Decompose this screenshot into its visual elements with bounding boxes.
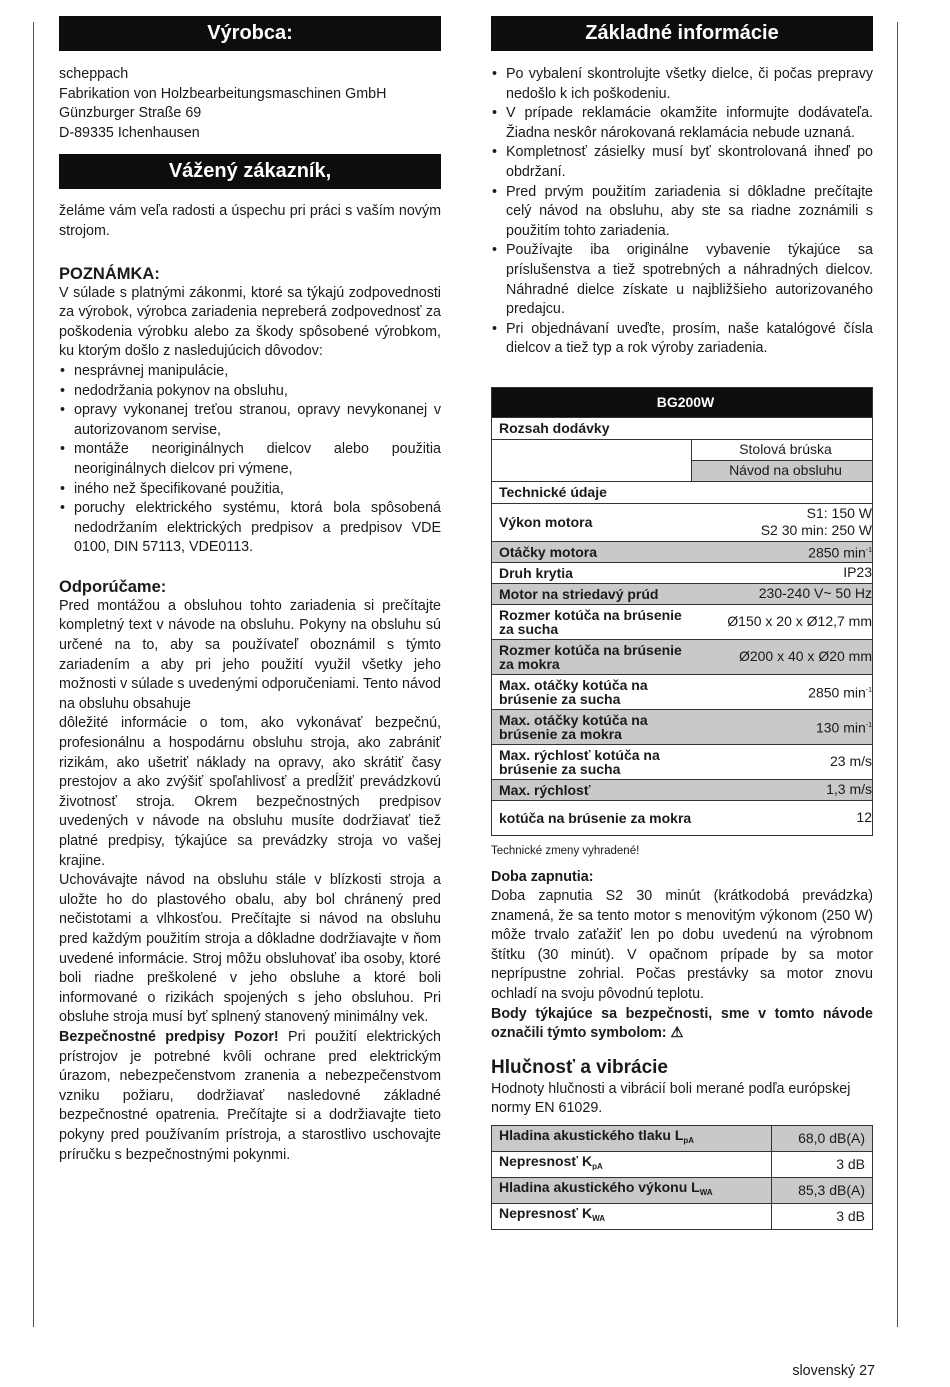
safety-text: Pri použití elektrických prístrojov je potrebné kvôli ochrane pred elektrickým úrazom, nebezpečenstvom zranenia a nebezpečenstvom vzniku požiaru, dodržiavať nasledovné základné bezpečnostné opatrenia. Prečítajte si a dodržiavajte tieto pokyny pred používaním prístroja, a starostlivo uschovajte príručku s bezpečnostnými pokynmi. [59, 1028, 441, 1163]
spec-value-text: 130 min [815, 719, 866, 736]
recommend-heading: Odporúčame: [59, 577, 167, 596]
noise-key-text: Nepresnosť K [499, 1205, 593, 1222]
spec-value [692, 744, 873, 779]
spec-value [692, 583, 873, 604]
note-text: V súlade s platnými zákonmi, ktoré sa týkajú zodpovednosti za výrobok, výrobca zariadenia nepreberá zodpovednosť za poškodenia výrobku alebo za škody spôsobené výrobkom, ku ktorým došlo z nasledujúcich dôvodov: [59, 284, 441, 360]
spec-value [692, 674, 873, 709]
address-line: D-89335 Ichenhausen [59, 124, 200, 141]
noise-value: 3 dB [772, 1152, 873, 1178]
spec-value-text: 1,3 m/s [826, 781, 872, 798]
spec-value [692, 639, 873, 674]
spec-value-text: Ø150 x 20 x Ø12,7 mm [727, 613, 872, 630]
power-s2: S2 30 min: 250 W [760, 522, 872, 539]
spec-value [692, 604, 873, 639]
noise-value: 3 dB [772, 1204, 873, 1230]
safety-paragraph [59, 1028, 441, 1165]
spec-key: Max. otáčky kotúča na brúsenie za mokra [492, 709, 692, 744]
address-line: Fabrikation von Holzbearbeitungsmaschinen GmbH [59, 85, 387, 102]
list-item: • opravy vykonanej treťou stranou, opravy nevykonanej v autorizovanom servise, [59, 401, 441, 440]
basic-info-list [491, 65, 873, 359]
list-item: • Pri objednávaní uveďte, prosím, naše katalógové čísla dielcov a tiež typ a rok výroby zariadenia. [491, 320, 873, 359]
noise-row [492, 1178, 873, 1204]
spec-key: Rozmer kotúča na brúsenie za mokra [492, 639, 692, 674]
recommend-paragraph-3: Uchovávajte návod na obsluhu stále v blízkosti stroja a uložte ho do plastového obalu, aby bol chránený pred nečistotami a vlhkosťou. Prečítajte si návod na obsluhu pred každým použitím stroja a dôkladne dodržiavajte v ňom uvedené informácie. Stroj môžu obsluhovať iba osoby, ktoré boli riadne preškolené v jeho obsluhe a ktoré boli informované o rizikách spojených s jeho obsluhou. Pri obsluhe stroja musí byť splnený stanovený minimálny vek. [59, 872, 441, 1026]
noise-key-subscript: pA [592, 1162, 603, 1172]
noise-value: 85,3 dB(A) [772, 1178, 873, 1204]
spec-value-text: 2850 min [808, 684, 866, 701]
noise-key-subscript: WA [592, 1214, 605, 1224]
spec-value-exponent: -1 [865, 722, 872, 730]
address-line: scheppach [59, 66, 129, 82]
spec-row [492, 541, 873, 562]
noise-key-text: Nepresnosť K [499, 1153, 593, 1170]
list-item: • nesprávnej manipulácie, [59, 362, 441, 382]
spec-value-text: Ø200 x 40 x Ø20 mm [738, 648, 872, 665]
spec-key: Max. rýchlosť kotúča na brúsenie za sucha [492, 744, 692, 779]
welcome-text: želáme vám veľa radosti a úspechu pri práci s vaším novým strojom. [59, 203, 441, 239]
power-value [692, 503, 873, 541]
note-list [59, 362, 441, 558]
scope-item: Stolová brúska [692, 439, 873, 460]
spec-row [492, 583, 873, 604]
address-line: Günzburger Straße 69 [59, 105, 202, 122]
spec-row [492, 674, 873, 709]
list-item: • montáže neoriginálnych dielcov alebo použitia neoriginálnych dielcov pri výmene, [59, 440, 441, 479]
left-column [59, 16, 441, 1165]
scope-label: Rozsah dodávky [492, 417, 873, 439]
spec-value [692, 562, 873, 583]
right-margin-rule [897, 22, 898, 1327]
left-margin-rule [33, 22, 34, 1327]
spec-value [692, 779, 873, 800]
basic-info-heading: Základné informácie [491, 16, 873, 51]
spec-key: Max. rýchlosť [492, 779, 692, 800]
spec-row [492, 639, 873, 674]
tech-label: Technické údaje [492, 481, 873, 503]
spec-value-text: 12 [856, 809, 872, 826]
noise-key-subscript: WA [699, 1188, 713, 1198]
recommend-paragraph-1: Pred montážou a obsluhou tohto zariadenia si prečítajte kompletný text v návode na obsluhu. Pokyny na obsluhu sú určené na to, aby sa používateľ oboznámil s týmto zariadením a aby pri jeho použití využil všetky jeho možnosti v súlade s uvedenými odporučeniami. Tento návod na obsluhu obsahuje [59, 597, 442, 712]
customer-heading: Vážený zákazník, [59, 154, 441, 189]
spec-value [692, 800, 873, 835]
noise-rows [492, 1126, 873, 1230]
noise-row [492, 1204, 873, 1230]
noise-row [492, 1152, 873, 1178]
list-item: • Pred prvým použitím zariadenia si dôkladne prečítajte celý návod na obsluhu, aby ste sa riadne zoznámili s použitím tohto zariadenia. [491, 183, 873, 242]
spec-row [492, 779, 873, 800]
noise-text: Hodnoty hlučnosti a vibrácií boli merané podľa európskej normy EN 61029. [491, 1080, 851, 1117]
model-header: BG200W [492, 387, 873, 417]
noise-key [492, 1152, 772, 1178]
spec-value-text: 2850 min [808, 544, 866, 561]
noise-table [491, 1125, 873, 1230]
spec-row [492, 709, 873, 744]
spec-value-exponent: -1 [865, 547, 872, 555]
spec-key: Motor na striedavý prúd [492, 583, 692, 604]
list-item: • iného než špecifikované použitia, [59, 480, 441, 500]
spec-key: Max. otáčky kotúča na brúsenie za sucha [492, 674, 692, 709]
right-column [491, 16, 873, 1230]
noise-key-subscript: pA [683, 1136, 695, 1146]
noise-key [492, 1178, 772, 1204]
noise-key-text: Hladina akustického výkonu L [499, 1179, 700, 1196]
noise-key [492, 1126, 772, 1152]
spec-key: Rozmer kotúča na brúsenie za sucha [492, 604, 692, 639]
duty-bold: Body týkajúce sa bezpečnosti, sme v tomto návode označili týmto symbolom: ⚠ [491, 1005, 873, 1042]
spec-value [692, 709, 873, 744]
spec-value-text: IP23 [843, 564, 872, 581]
manufacturer-address [59, 65, 441, 143]
list-item: • Kompletnosť zásielky musí byť skontrolovaná ihneď po obdržaní. [491, 143, 873, 182]
page-footer: slovenský 27 [792, 1363, 875, 1379]
list-item: • poruchy elektrického systému, ktorá bola spôsobená nedodržaním elektrických predpisov a predpisov VDE 0100, DIN 57113, VDE0113. [59, 499, 441, 558]
duty-heading: Doba zapnutia: [491, 868, 594, 885]
spec-row [492, 604, 873, 639]
spec-row [492, 562, 873, 583]
noise-key [492, 1204, 772, 1230]
spec-key: kotúča na brúsenie za mokra [492, 800, 692, 835]
recommend-paragraph-2: dôležité informácie o tom, ako vykonávať bezpečnú, profesionálnu a hospodárnu obsluhu stroja, ako zabrániť rizikám, ako ušetriť náklady na opravy, ako skrátiť časy prestojov a ako zvýšiť spoľahlivosť a predĺžiť prevádzkovú životnosť stroja. Okrem bezpečnostných predpisov uvedených v návode na obsluhu musíte dodržiavať tiež platné predpisy, týkajúce sa prevádzky stroja vo vašej krajine. [59, 715, 441, 869]
spec-value-text: 23 m/s [829, 753, 872, 770]
list-item: • nedodržania pokynov na obsluhu, [59, 382, 441, 402]
spec-key: Druh krytia [492, 562, 692, 583]
scope-empty-cell [492, 439, 692, 481]
power-label: Výkon motora [492, 503, 692, 541]
note-heading: POZNÁMKA: [59, 264, 160, 283]
noise-heading: Hlučnosť a vibrácie [491, 1056, 669, 1078]
spec-table [491, 387, 873, 836]
manufacturer-heading: Výrobca: [59, 16, 441, 51]
power-s1: S1: 150 W [806, 505, 872, 522]
noise-key-text: Hladina akustického tlaku L [499, 1127, 684, 1144]
tech-note: Technické zmeny vyhradené! [491, 844, 640, 857]
scope-item: Návod na obsluhu [692, 460, 873, 481]
noise-row [492, 1126, 873, 1152]
list-item: • Po vybalení skontrolujte všetky dielce, či počas prepravy nedošlo k ich poškodeniu. [491, 65, 873, 104]
spec-row [492, 800, 873, 835]
spec-row [492, 744, 873, 779]
safety-bold: Bezpečnostné predpisy Pozor! [59, 1028, 279, 1045]
spec-key: Otáčky motora [492, 541, 692, 562]
spec-value [692, 541, 873, 562]
spec-value-exponent: -1 [865, 687, 872, 695]
list-item: • Používajte iba originálne vybavenie týkajúce sa príslušenstva a tiež spotrebných a náhradných dielcov. Náhradné dielce získate u najbližšieho autorizovaného predajcu. [491, 241, 873, 319]
spec-rows [492, 541, 873, 835]
list-item: • V prípade reklamácie okamžite informujte dodávateľa. Žiadna neskôr nárokovaná reklamácia nebude uznaná. [491, 104, 873, 143]
duty-text: Doba zapnutia S2 30 minút (krátkodobá prevádzka) znamená, že sa tento motor s menovitým výkonom (250 W) môže trvalo zaťažiť len po dobu uvedenú na výrobnom štítku (30 minút). V opačnom prípade by sa motor neprípustne zohrial. Počas prestávky sa motor znovu ochladí na svoju pôvodnú teplotu. [491, 888, 873, 1003]
noise-value: 68,0 dB(A) [772, 1126, 873, 1152]
spec-value-text: 230-240 V~ 50 Hz [758, 585, 872, 602]
